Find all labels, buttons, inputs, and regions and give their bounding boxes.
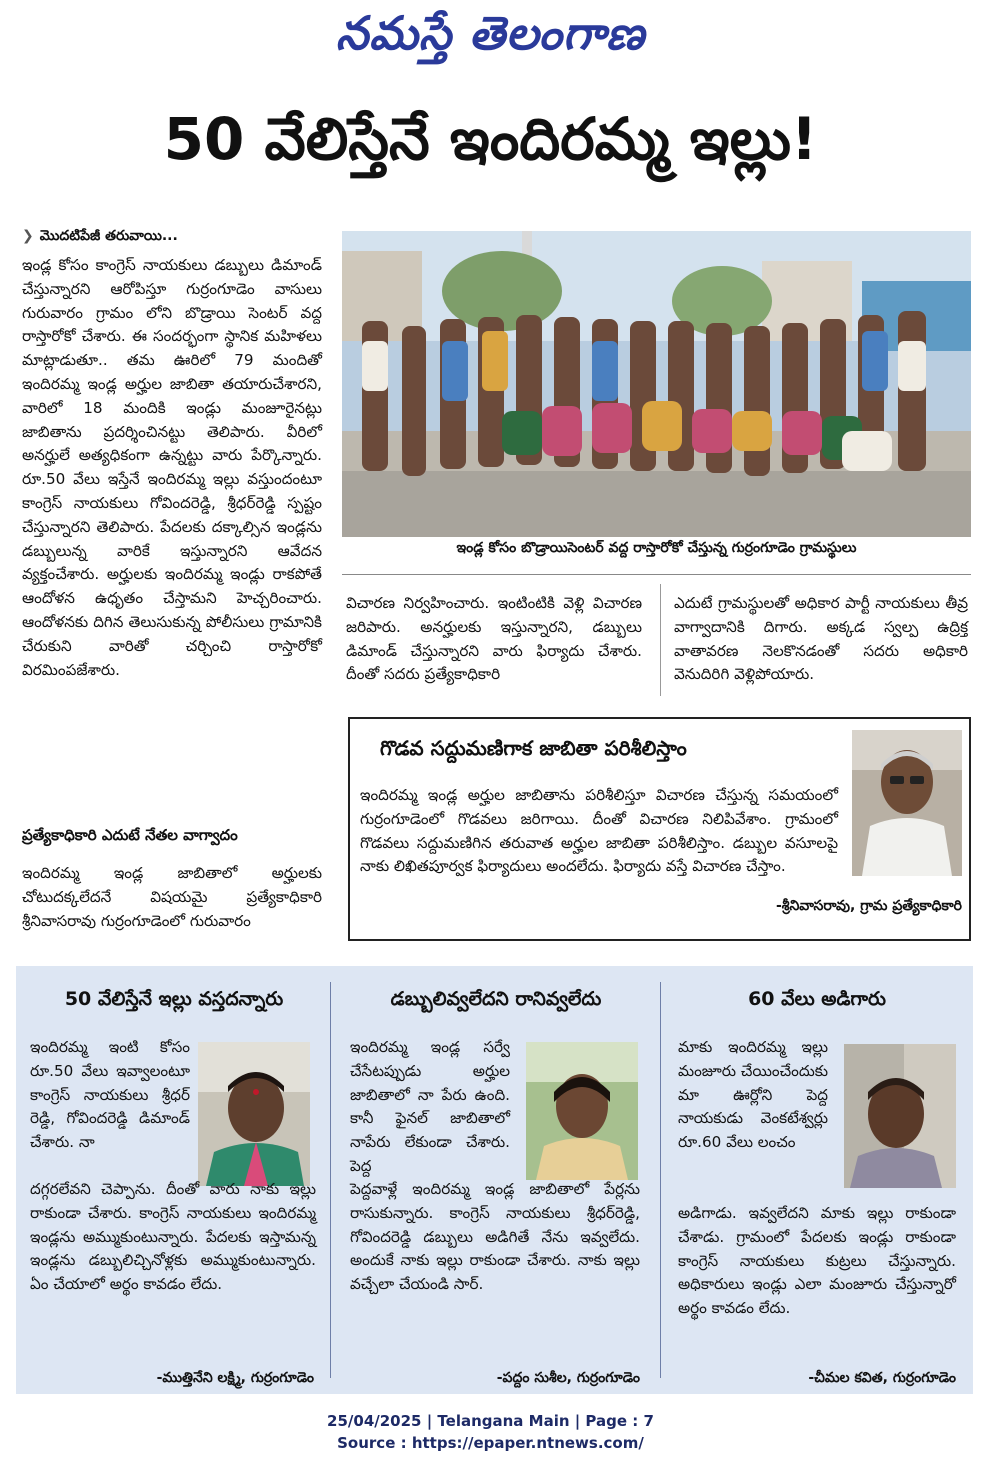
- testimonial-3-text-bottom: అడిగాడు. ఇవ్వలేదని మాకు ఇల్లు రాకుండా చేశాడు. గ్రామంలో పేదలకు ఇండ్లు రాకుండా కాంగ్రెస్ నాయకులు కుట్రలు చేస్తున్నారు. అధికారులు ఇండ్లు ఎలా మంజూరు చేస్తున్నారో అర్థం కావడం లేదు.: [678, 1204, 956, 1318]
- column-divider: [660, 584, 661, 696]
- testimonial-2-signature: -పద్దం సుశీల, గుర్రంగూడెం: [496, 1370, 640, 1386]
- testimonial-3-title: 60 వేలు అడిగారు: [748, 988, 886, 1010]
- testimonial-1-portrait: [198, 1042, 310, 1186]
- testimonial-1-signature: -ముత్తినేని లక్ష్మి, గుర్రంగూడెం: [156, 1370, 314, 1386]
- official-statement-text: ఇందిరమ్మ ఇండ్ల అర్హుల జాబితాను పరిశీలిస్తూ విచారణ చేస్తున్న సమయంలో గుర్రంగూడెంలో గొడవలు జరిగాయి. దీంతో విచారణ నిలిపివేశాం. గ్రామంలో గొడవలు సద్దుమణిగిన తరువాత అర్హుల జాబితా పరిశీలిస్తాం. డబ్బుల వసూలపై నాకు లిఖితపూర్వక ఫిర్యాదులు అందలేదు. ఫిర్యాదు వస్తే విచారణ చేస్తాం.: [360, 786, 838, 876]
- photo-caption: ఇండ్ల కోసం బొడ్రాయిసెంటర్ వద్ద రాస్తారోకో చేస్తున్న గుర్రంగూడెం గ్రామస్థులు: [456, 540, 857, 556]
- continued-label: మొదటిపేజీ తరువాయి...: [39, 228, 178, 244]
- testimonial-2-text-top: ఇందిరమ్మ ఇండ్ల సర్వే చేసేటప్పుడు అర్హుల జాబితాలో నా పేరు ఉంది. కానీ ఫైనల్ జాబితాలో నాపేరు లేకుండా చేశారు. పెద్ద: [350, 1038, 510, 1175]
- testimonial-2-portrait-illustration: [526, 1042, 638, 1180]
- page-footer: [0, 1410, 981, 1454]
- main-story-subheading: ప్రత్యేకాధికారి ఎదుటే నేతల వాగ్వాదం: [22, 826, 238, 844]
- main-story-column-3: ఎదుటే గ్రామస్థులతో అధికార పార్టీ నాయకులు తీవ్ర వాగ్వాదానికి దిగారు. అక్కడ స్వల్ప ఉద్రిక్త వాతావరణ నెలకొనడంతో సదరు అధికారి వెనుదిరిగి వెళ్లిపోయారు.: [674, 594, 968, 684]
- official-portrait: [852, 730, 962, 876]
- official-portrait-illustration: [852, 730, 962, 876]
- headline: 50 వేలిస్తేనే ఇందిరమ్మ ఇల్లు!: [163, 105, 818, 173]
- official-statement-title: గొడవ సద్దుమణిగాక జాబితా పరిశీలిస్తాం: [380, 736, 687, 760]
- testimonial-divider-1: [330, 982, 331, 1378]
- footer-source-line: Source : https://epaper.ntnews.com/: [337, 1434, 644, 1452]
- testimonial-1-text-top: ఇందిరమ్మ ఇంటి కోసం రూ.50 వేలు ఇవ్వాలంటూ కాంగ్రెస్ నాయకులు శ్రీధర్ రెడ్డి, గోవిందరెడ్డి డిమాండ్ చేశారు. నా: [30, 1038, 190, 1152]
- main-story-paragraph-1: ఇండ్ల కోసం కాంగ్రెస్ నాయకులు డబ్బులు డిమాండ్ చేస్తున్నారని ఆరోపిస్తూ గుర్రంగూడెం వాసులు గురువారం గ్రామం లోని బొడ్రాయి సెంటర్ వద్ద రాస్తారోకో చేశారు. ఈ సందర్భంగా స్థానిక మహిళలు మాట్లాడుతూ.. తమ ఊరిలో 79 మందితో ఇందిరమ్మ ఇండ్ల అర్హుల జాబితా తయారుచేశారని, వారిలో 18 మందికి ఇండ్లు మంజూరైనట్లు జాబితాను ప్రదర్శించినట్టు తెలిపారు. వీరిలో అనర్హులే అత్యధికంగా ఉన్నట్టు వారు పేర్కొన్నారు. రూ.50 వేలు ఇస్తేనే ఇందిరమ్మ ఇల్లు వస్తుందంటూ కాంగ్రెస్ నాయకులు గోవిందరెడ్డి, శ్రీధర్‌రెడ్డి స్పష్టం చేస్తున్నారని తెలిపారు. పేదలకు దక్కాల్సిన ఇండ్లను డబ్బులున్న వారికే ఇస్తున్నారని ఆవేదన వ్యక్తంచేశారు. అర్హులకు ఇందిరమ్మ ఇండ్లు రాకపోతే ఆందోళన ఉధృతం చేస్తామని హెచ్చరించారు. ఆందోళనకు దిగిన తెలుసుకున్న పోలీసులు గ్రామానికి చేరుకుని వారితో చర్చించి రాస్తారోకో విరమింపజేశారు.: [22, 256, 322, 679]
- protest-photo: [342, 231, 971, 537]
- testimonial-3-portrait-illustration: [844, 1044, 956, 1188]
- testimonial-2-title: డబ్బులివ్వలేదని రానివ్వలేదు: [390, 988, 602, 1010]
- main-story-paragraph-2: ఇందిరమ్మ ఇండ్ల జాబితాలో అర్హులకు చోటుదక్కలేదనే విషయమై ప్రత్యేకాధికారి శ్రీనివాసరావు గుర్రంగూడెంలో గురువారం: [22, 864, 322, 930]
- main-story-column-2: విచారణ నిర్వహించారు. ఇంటింటికి వెళ్లి విచారణ జరిపారు. అనర్హులకు ఇస్తున్నారని, డబ్బులు డిమాండ్ చేస్తున్నారని వారు ఫిర్యాదు చేశారు. దీంతో సదరు ప్రత్యేకాధికారి: [346, 594, 642, 684]
- testimonial-3-portrait: [844, 1044, 956, 1188]
- testimonial-1-text-bottom: దగ్గరలేవని చెప్పాను. దీంతో వారు నాకు ఇల్లు రాకుండా చేశారు. కాంగ్రెస్ నాయకులు ఇందిరమ్మ ఇండ్లను అమ్ముకుంటున్నారు. పేదలకు ఇస్తామన్న ఇండ్లను డబ్బులిచ్చినోళ్లకు అమ్ముకుంటున్నారు. ఏం చేయాలో అర్థం కావడం లేదు.: [30, 1180, 316, 1294]
- continued-marker: [22, 228, 178, 247]
- chevron-right-icon: ❯: [22, 228, 34, 244]
- testimonial-divider-2: [660, 982, 661, 1378]
- official-signature: -శ్రీనివాసరావు, గ్రామ ప్రత్యేకాధికారి: [775, 898, 962, 914]
- caption-divider: [342, 574, 971, 575]
- testimonial-1-portrait-illustration: [198, 1042, 310, 1186]
- masthead-logo: నమస్తే తెలంగాణ: [335, 6, 646, 60]
- protest-photo-illustration: [342, 231, 971, 537]
- testimonial-2-portrait: [526, 1042, 638, 1180]
- testimonial-3-signature: -చీమల కవిత, గుర్రంగూడెం: [808, 1370, 956, 1386]
- testimonial-3-text-top: మాకు ఇందిరమ్మ ఇల్లు మంజూరు చేయించేందుకు మా ఊర్లోని పెద్ద నాయకుడు వెంకటేశ్వర్లు రూ.60 వేలు లంచం: [678, 1038, 828, 1152]
- footer-date-line: 25/04/2025 | Telangana Main | Page : 7: [327, 1412, 654, 1430]
- testimonial-2-text-bottom: పెద్దవాళ్లే ఇందిరమ్మ ఇండ్ల జాబితాలో పేర్లను రాసుకున్నారు. కాంగ్రెస్ నాయకులు శ్రీధర్‌రెడ్డి, గోవిందరెడ్డి డబ్బులు అడిగితే నేను ఇవ్వలేదు. అందుకే నాకు ఇల్లు రాకుండా చేశారు. నాకు ఇల్లు వచ్చేలా చేయండి సార్.: [350, 1180, 640, 1294]
- testimonial-1-title: 50 వేలిస్తేనే ఇల్లు వస్తదన్నారు: [64, 988, 284, 1010]
